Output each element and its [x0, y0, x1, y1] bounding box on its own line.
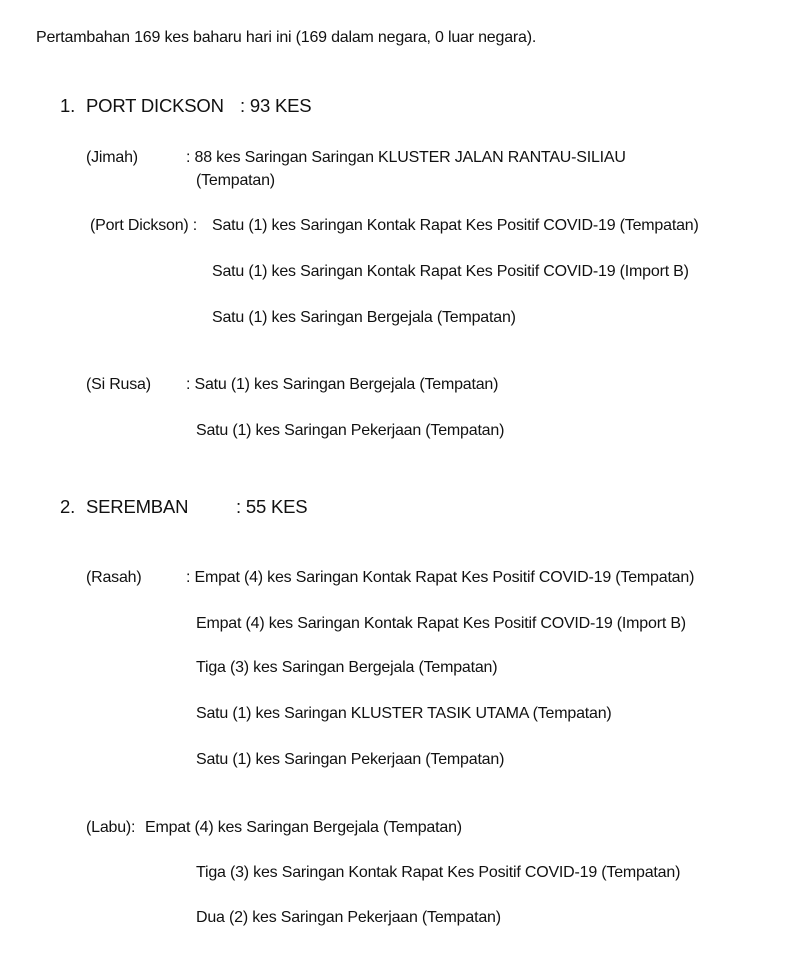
case-line: : Satu (1) kes Saringan Bergejala (Tempatan) — [186, 376, 499, 393]
case-line: Tiga (3) kes Saringan Kontak Rapat Kes Positif COVID-19 (Tempatan) — [196, 864, 681, 881]
case-line: Satu (1) kes Saringan Bergejala (Tempatan) — [212, 309, 516, 326]
case-line: Satu (1) kes Saringan Kontak Rapat Kes Positif COVID-19 (Tempatan) — [212, 217, 699, 234]
case-line: Empat (4) kes Saringan Kontak Rapat Kes Positif COVID-19 (Import B) — [196, 615, 686, 632]
case-line: Satu (1) kes Saringan Pekerjaan (Tempatan) — [196, 751, 505, 768]
case-line: Dua (2) kes Saringan Pekerjaan (Tempatan) — [196, 909, 501, 926]
intro-text: Pertambahan 169 kes baharu hari ini (169 dalam negara, 0 luar negara). — [36, 29, 537, 46]
case-line: Tiga (3) kes Saringan Bergejala (Tempatan) — [196, 659, 498, 676]
section-total: : 55 KES — [236, 496, 308, 517]
case-line: : Empat (4) kes Saringan Kontak Rapat Kes Positif COVID-19 (Tempatan) — [186, 569, 695, 586]
section-total: : 93 KES — [240, 95, 312, 116]
section-title: PORT DICKSON — [86, 95, 224, 116]
case-line: Satu (1) kes Saringan Kontak Rapat Kes Positif COVID-19 (Import B) — [212, 263, 689, 280]
area-label: (Labu): — [86, 819, 136, 836]
section-number: 1. — [60, 95, 76, 116]
area-label: (Rasah) — [86, 569, 142, 586]
case-line: : 88 kes Saringan Saringan KLUSTER JALAN RANTAU-SILIAU — [186, 149, 626, 166]
case-line: (Tempatan) — [196, 172, 275, 189]
section-title: SEREMBAN — [86, 496, 189, 517]
area-label: (Si Rusa) — [86, 376, 151, 393]
case-line: Empat (4) kes Saringan Bergejala (Tempatan) — [145, 819, 462, 836]
case-line: Satu (1) kes Saringan Pekerjaan (Tempatan) — [196, 422, 505, 439]
section-number: 2. — [60, 496, 76, 517]
case-line: Satu (1) kes Saringan KLUSTER TASIK UTAMA (Tempatan) — [196, 705, 612, 722]
area-label: (Jimah) — [86, 149, 138, 166]
area-label: (Port Dickson) : — [90, 217, 198, 234]
